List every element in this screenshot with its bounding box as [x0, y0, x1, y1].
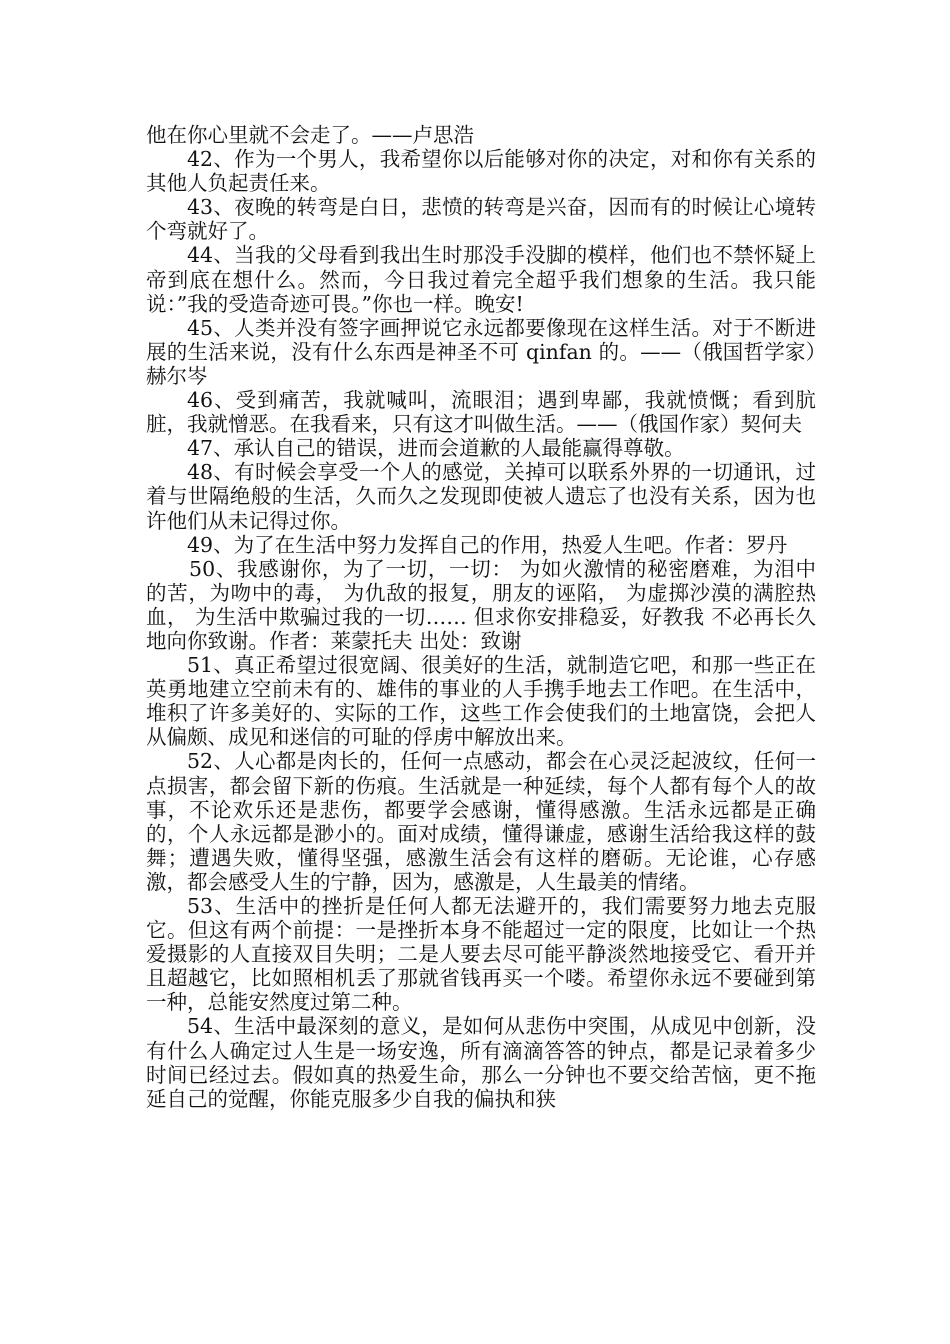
paragraph-continuation: 他在你心里就不会走了。——卢思浩 [146, 123, 474, 147]
paragraph-42: 42、作为一个男人，我希望你以后能够对你的决定，对和你有关系的其他人负起责任来。 [146, 147, 816, 196]
paragraph-50: 50、我感谢你，为了一切，一切： 为如火激情的秘密磨难，为泪中的苦，为吻中的毒， 为仇敌的报复，朋友的诬陷， 为虚掷沙漠的满腔热血， 为生活中欺骗过我的一切…… 但求你安排稳妥，好教我 不必再长久地向你致谢。作者：莱蒙托夫 出处：致谢 [146, 556, 816, 653]
paragraph-47: 47、承认自己的错误，进而会道歉的人最能赢得尊敬。 [187, 436, 685, 461]
paragraph-53: 53、生活中的挫折是任何人都无法避开的，我们需要努力地去克服它。但这有两个前提：一是挫折本身不能超过一定的限度，比如让一个热爱摄影的人直接双目失明；二是人要去尽可能平静淡然地接受它、看开并且超越它，比如照相机丢了那就省钱再买一个喽。希望你永远不要碰到第一种，总能安然度过第二种。 [146, 894, 816, 1015]
document-page [146, 123, 816, 1111]
paragraph-52: 52、人心都是肉长的，任何一点感动，都会在心灵泛起波纹，任何一点损害，都会留下新的伤痕。生活就是一种延续，每个人都有每个人的故事，不论欢乐还是悲伤，都要学会感谢，懂得感激。生活永远都是正确的，个人永远都是渺小的。面对成绩，懂得谦虚，感谢生活给我这样的鼓舞；遭遇失败，懂得坚强，感激生活会有这样的磨砺。无论谁，心存感激，都会感受人生的宁静，因为，感激是，人生最美的情绪。 [146, 749, 816, 894]
paragraph-43: 43、夜晚的转弯是白日，悲愤的转弯是兴奋，因而有的时候让心境转个弯就好了。 [146, 195, 816, 244]
paragraph-51: 51、真正希望过很宽阔、很美好的生活，就制造它吧，和那一些正在英勇地建立空前未有的、雄伟的事业的人手携手地去工作吧。在生活中，堆积了许多美好的、实际的工作，这些工作会使我们的土地富饶，会把人从偏颇、成见和迷信的可耻的俘虏中解放出来。 [146, 653, 816, 750]
paragraph-44: 44、当我的父母看到我出生时那没手没脚的模样，他们也不禁怀疑上帝到底在想什么。然而，今日我过着完全超乎我们想象的生活。我只能说：”我的受造奇迹可畏。”你也一样。晚安! [146, 243, 816, 316]
paragraph-54: 54、生活中最深刻的意义，是如何从悲伤中突围，从成见中创新，没有什么人确定过人生是一场安逸，所有滴滴答答的钟点，都是记录着多少时间已经过去。假如真的热爱生命，那么一分钟也不要交给苦恼，更不拖延自己的觉醒，你能克服多少自我的偏执和狭 [146, 1014, 816, 1111]
paragraph-45: 45、人类并没有签字画押说它永远都要像现在这样生活。对于不断进展的生活来说，没有什么东西是神圣不可 qinfan 的。——（俄国哲学家）赫尔岑 [146, 315, 816, 388]
paragraph-48: 48、有时候会享受一个人的感觉，关掉可以联系外界的一切通讯，过着与世隔绝般的生活，久而久之发现即使被人遗忘了也没有关系，因为也许他们从未记得过你。 [146, 460, 816, 533]
paragraph-46: 46、受到痛苦，我就喊叫，流眼泪；遇到卑鄙，我就愤慨；看到肮脏，我就憎恶。在我看来，只有这才叫做生活。——（俄国作家）契何夫 [146, 388, 816, 437]
paragraph-49: 49、为了在生活中努力发挥自己的作用，热爱人生吧。作者：罗丹 [187, 532, 788, 557]
